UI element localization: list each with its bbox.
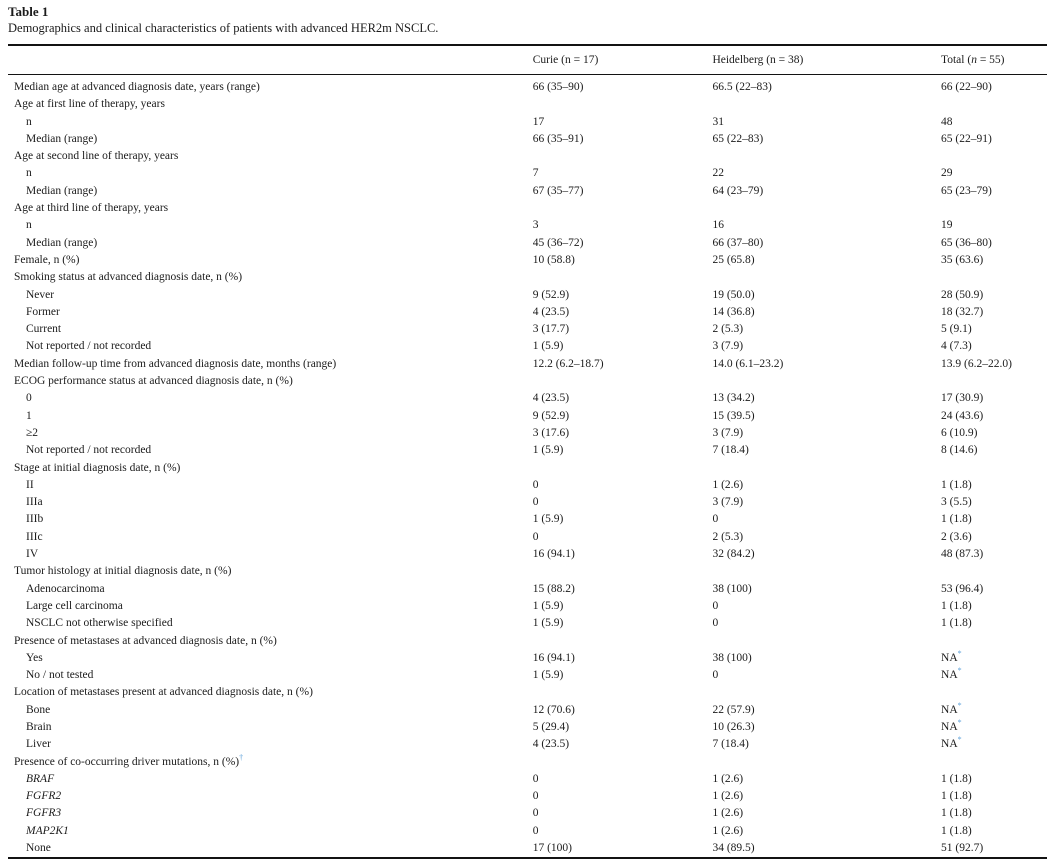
cell-total: 51 (92.7) (941, 842, 984, 855)
row-label: Female, n (%) (14, 253, 80, 266)
cell-total: 8 (14.6) (941, 444, 978, 457)
footnote-marker: * (957, 667, 962, 676)
cell-heidelberg: 66 (37–80) (712, 236, 764, 249)
table-row (8, 840, 1047, 858)
cell-heidelberg: 0 (712, 599, 719, 612)
cell-heidelberg (712, 269, 941, 286)
cell-curie (533, 754, 713, 771)
cell-heidelberg: 7 (18.4) (712, 444, 749, 457)
cell-curie: 12 (70.6) (532, 703, 575, 716)
row-label: Not reported / not recorded (26, 340, 152, 353)
cell-heidelberg: 2 (5.3) (712, 323, 744, 336)
cell-total: 17 (30.9) (941, 392, 984, 405)
cell-curie (533, 269, 713, 286)
cell-total: 19 (941, 219, 953, 232)
table-row (8, 719, 1047, 736)
cell-heidelberg: 22 (712, 167, 724, 180)
row-label: FGFR2 (26, 790, 62, 803)
cell-heidelberg: 64 (23–79) (712, 184, 764, 197)
cell-curie: 0 (532, 478, 539, 491)
row-label: Current (26, 323, 62, 336)
cell-curie: 0 (532, 790, 539, 803)
row-label: NSCLC not otherwise specified (26, 617, 173, 630)
table-row (8, 408, 1047, 425)
cell-total: NA* (941, 649, 962, 664)
cell-heidelberg: 1 (2.6) (712, 478, 744, 491)
row-label: Former (26, 305, 60, 318)
cell-total: 29 (941, 167, 953, 180)
cell-curie: 7 (532, 167, 539, 180)
cell-heidelberg: 66.5 (22–83) (712, 81, 772, 93)
cell-total: 3 (5.5) (941, 496, 972, 509)
column-header-curie: Curie (n = 17) (533, 45, 713, 75)
cell-curie: 0 (532, 772, 539, 785)
cell-curie: 9 (52.9) (532, 409, 570, 422)
table-row (8, 217, 1047, 234)
cell-total: 48 (87.3) (941, 548, 984, 561)
cell-curie: 45 (36–72) (532, 236, 584, 249)
cell-curie: 9 (52.9) (532, 288, 570, 301)
table-row (8, 788, 1047, 805)
table-row (8, 805, 1047, 822)
cell-heidelberg: 0 (712, 669, 719, 682)
row-label: Presence of metastases at advanced diagnosis date, n (%) (14, 634, 277, 647)
footnote-marker: * (957, 736, 962, 745)
cell-total: NA* (941, 718, 962, 733)
row-label: ECOG performance status at advanced diagnosis date, n (%) (14, 375, 293, 388)
cell-total: 28 (50.9) (941, 288, 984, 301)
table-row (8, 477, 1047, 494)
cell-heidelberg (712, 633, 941, 650)
row-label: Age at second line of therapy, years (14, 150, 179, 163)
cell-curie: 1 (5.9) (532, 669, 564, 682)
cell-total: 18 (32.7) (941, 305, 984, 318)
cell-curie: 15 (88.2) (532, 582, 575, 595)
cell-curie: 4 (23.5) (532, 738, 570, 751)
row-label: Median follow-up time from advanced diagnosis date, months (range) (14, 357, 337, 370)
cell-total (941, 269, 1047, 286)
table-row (8, 823, 1047, 840)
cell-total (941, 563, 1047, 580)
cell-heidelberg: 25 (65.8) (712, 253, 755, 266)
row-label: Smoking status at advanced diagnosis date, n (%) (14, 271, 243, 284)
cell-curie (533, 684, 713, 701)
cell-total (941, 373, 1047, 390)
row-label: Not reported / not recorded (26, 444, 152, 457)
cell-total (941, 633, 1047, 650)
cell-curie: 1 (5.9) (532, 617, 564, 630)
cell-heidelberg: 16 (712, 219, 724, 232)
cell-heidelberg: 22 (57.9) (712, 703, 755, 716)
table-row (8, 373, 1047, 390)
table-row (8, 460, 1047, 477)
cell-heidelberg (712, 754, 941, 771)
table-row (8, 114, 1047, 131)
table-row (8, 200, 1047, 217)
table-row (8, 321, 1047, 338)
cell-total: 1 (1.8) (941, 807, 972, 820)
cell-curie: 16 (94.1) (532, 548, 575, 561)
cell-curie: 3 (532, 219, 539, 232)
table-row (8, 511, 1047, 528)
table-row (8, 684, 1047, 701)
cell-curie: 1 (5.9) (532, 599, 564, 612)
row-label: 0 (26, 392, 32, 405)
demographics-table (8, 44, 1047, 859)
row-label: 1 (26, 409, 32, 422)
cell-heidelberg (712, 148, 941, 165)
row-label: n (26, 219, 32, 232)
cell-curie (533, 563, 713, 580)
table-row (8, 356, 1047, 373)
table-row (8, 581, 1047, 598)
cell-curie: 1 (5.9) (532, 340, 564, 353)
cell-curie (533, 96, 713, 113)
cell-curie (533, 373, 713, 390)
cell-total: 4 (7.3) (941, 340, 972, 353)
column-header-heidelberg: Heidelberg (n = 38) (712, 45, 941, 75)
row-label: ≥2 (26, 426, 39, 439)
row-label: FGFR3 (26, 807, 62, 820)
cell-total: 66 (22–90) (941, 81, 992, 93)
cell-curie: 17 (532, 115, 545, 128)
cell-heidelberg: 34 (89.5) (712, 842, 755, 855)
table-row (8, 754, 1047, 771)
cell-heidelberg: 3 (7.9) (712, 426, 744, 439)
cell-total: 24 (43.6) (941, 409, 984, 422)
row-label: Stage at initial diagnosis date, n (%) (14, 461, 181, 474)
cell-heidelberg: 32 (84.2) (712, 548, 755, 561)
cell-total: 6 (10.9) (941, 426, 978, 439)
row-label: Bone (26, 703, 51, 716)
row-label: MAP2K1 (26, 824, 69, 837)
table-row (8, 736, 1047, 753)
table-body (8, 75, 1047, 859)
cell-heidelberg: 14 (36.8) (712, 305, 755, 318)
table-row (8, 771, 1047, 788)
cell-curie: 0 (532, 530, 539, 543)
table-row (8, 165, 1047, 182)
row-label: Age at first line of therapy, years (14, 98, 165, 111)
row-label: IV (26, 548, 39, 561)
cell-heidelberg: 0 (712, 513, 719, 526)
row-label: Never (26, 288, 55, 301)
footnote-marker: † (239, 753, 244, 762)
cell-total: 1 (1.8) (941, 772, 972, 785)
table-title: Table 1 (8, 4, 49, 19)
table-row (8, 131, 1047, 148)
footnote-marker: * (957, 701, 962, 710)
cell-heidelberg: 1 (2.6) (712, 790, 744, 803)
table-row (8, 546, 1047, 563)
cell-heidelberg: 0 (712, 617, 719, 630)
cell-total: 1 (1.8) (941, 790, 972, 803)
table-row (8, 615, 1047, 632)
cell-total: 35 (63.6) (941, 253, 984, 266)
cell-total: 53 (96.4) (941, 582, 984, 595)
table-row (8, 390, 1047, 407)
table-row (8, 702, 1047, 719)
row-label: Median (range) (26, 132, 98, 145)
cell-total (941, 684, 1047, 701)
cell-total: 1 (1.8) (941, 513, 972, 526)
cell-total: 65 (36–80) (941, 236, 992, 249)
table-row (8, 235, 1047, 252)
row-label: Age at third line of therapy, years (14, 202, 169, 215)
footnote-marker: * (957, 718, 962, 728)
row-label: None (26, 842, 51, 855)
cell-curie (533, 200, 713, 217)
table-row (8, 269, 1047, 286)
cell-total: 48 (941, 115, 953, 128)
cell-heidelberg (712, 373, 941, 390)
cell-total: 1 (1.8) (941, 478, 972, 491)
table-row (8, 563, 1047, 580)
table-row (8, 667, 1047, 684)
table-row (8, 252, 1047, 269)
cell-curie: 3 (17.6) (532, 426, 570, 439)
cell-heidelberg: 15 (39.5) (712, 409, 755, 422)
cell-total (941, 754, 1047, 771)
table-row (8, 338, 1047, 355)
row-label: II (26, 478, 34, 491)
table-row (8, 287, 1047, 304)
cell-total: 2 (3.6) (941, 530, 972, 543)
row-label: No / not tested (26, 669, 94, 682)
cell-heidelberg: 13 (34.2) (712, 392, 755, 405)
cell-total (941, 96, 1047, 113)
cell-total: NA* (941, 736, 962, 751)
table-row (8, 598, 1047, 615)
cell-heidelberg: 38 (100) (712, 582, 752, 595)
cell-heidelberg (712, 460, 941, 477)
table-caption: Demographics and clinical characteristics of patients with advanced HER2m NSCLC. (8, 21, 439, 35)
cell-curie: 17 (100) (532, 842, 572, 855)
cell-heidelberg: 38 (100) (712, 651, 752, 664)
row-label: Median (range) (26, 236, 98, 249)
cell-curie: 4 (23.5) (532, 305, 570, 318)
table-header (8, 45, 1047, 75)
cell-total: NA* (941, 701, 962, 716)
table-row (8, 529, 1047, 546)
row-label: IIIb (26, 513, 44, 526)
cell-total: 65 (22–91) (941, 132, 992, 145)
cell-total (941, 148, 1047, 165)
row-label: Large cell carcinoma (26, 599, 123, 612)
row-label: Median age at advanced diagnosis date, years (range) (14, 81, 260, 93)
table-row (8, 650, 1047, 667)
cell-total: 65 (23–79) (941, 184, 992, 197)
row-label: Liver (26, 738, 51, 751)
cell-curie (533, 148, 713, 165)
row-label: Tumor histology at initial diagnosis date, n (%) (14, 565, 232, 578)
table-row (8, 633, 1047, 650)
row-label: Median (range) (26, 184, 98, 197)
column-header-total: Total (n = 55) (941, 45, 1047, 75)
footnote-marker: * (957, 649, 962, 658)
cell-total: 13.9 (6.2–22.0) (941, 357, 1012, 370)
cell-curie: 4 (23.5) (532, 392, 570, 405)
cell-curie (533, 460, 713, 477)
cell-curie: 1 (5.9) (532, 513, 564, 526)
table-row (8, 96, 1047, 113)
cell-heidelberg (712, 563, 941, 580)
table-row (8, 183, 1047, 200)
cell-total: 1 (1.8) (941, 824, 972, 837)
cell-heidelberg: 1 (2.6) (712, 824, 744, 837)
cell-total: 1 (1.8) (941, 599, 972, 612)
cell-heidelberg (712, 96, 941, 113)
cell-curie: 66 (35–91) (532, 132, 584, 145)
cell-total: 5 (9.1) (941, 323, 972, 336)
cell-heidelberg: 1 (2.6) (712, 772, 744, 785)
cell-curie: 12.2 (6.2–18.7) (532, 357, 604, 370)
cell-curie (533, 633, 713, 650)
cell-heidelberg: 10 (26.3) (712, 720, 755, 733)
cell-curie: 3 (17.7) (532, 323, 570, 336)
cell-curie: 67 (35–77) (532, 184, 584, 197)
table-row (8, 148, 1047, 165)
cell-curie: 66 (35–90) (532, 81, 584, 93)
cell-curie: 0 (532, 496, 539, 509)
cell-curie: 10 (58.8) (532, 253, 575, 266)
cell-total: NA* (941, 667, 962, 682)
table-row (8, 442, 1047, 459)
cell-heidelberg: 14.0 (6.1–23.2) (712, 357, 784, 370)
cell-curie: 5 (29.4) (532, 720, 570, 733)
table-row (8, 75, 1047, 97)
cell-total (941, 200, 1047, 217)
cell-heidelberg: 7 (18.4) (712, 738, 749, 751)
row-label: Brain (26, 720, 52, 733)
cell-curie: 0 (532, 807, 539, 820)
cell-total (941, 460, 1047, 477)
table-row (8, 425, 1047, 442)
cell-curie: 16 (94.1) (532, 651, 575, 664)
cell-heidelberg: 1 (2.6) (712, 807, 744, 820)
row-label: Location of metastases present at advanced diagnosis date, n (%) (14, 686, 313, 699)
cell-curie: 0 (532, 824, 539, 837)
cell-heidelberg: 3 (7.9) (712, 340, 744, 353)
cell-heidelberg: 31 (712, 115, 724, 128)
row-label: Adenocarcinoma (26, 582, 105, 595)
header-row (8, 45, 1047, 75)
row-label: BRAF (26, 772, 55, 785)
row-label: n (26, 167, 32, 180)
cell-heidelberg: 3 (7.9) (712, 496, 744, 509)
cell-heidelberg (712, 684, 941, 701)
cell-heidelberg: 65 (22–83) (712, 132, 764, 145)
cell-heidelberg (712, 200, 941, 217)
row-label: IIIa (26, 496, 43, 509)
table-row (8, 304, 1047, 321)
cell-heidelberg: 19 (50.0) (712, 288, 755, 301)
cell-heidelberg: 2 (5.3) (712, 530, 744, 543)
row-label: Yes (26, 651, 43, 664)
column-header-empty (8, 45, 533, 75)
table-row (8, 494, 1047, 511)
row-label: Presence of co-occurring driver mutations, n (%)† (14, 753, 244, 768)
cell-curie: 1 (5.9) (532, 444, 564, 457)
row-label: n (26, 115, 32, 128)
cell-total: 1 (1.8) (941, 617, 972, 630)
row-label: IIIc (26, 530, 43, 543)
